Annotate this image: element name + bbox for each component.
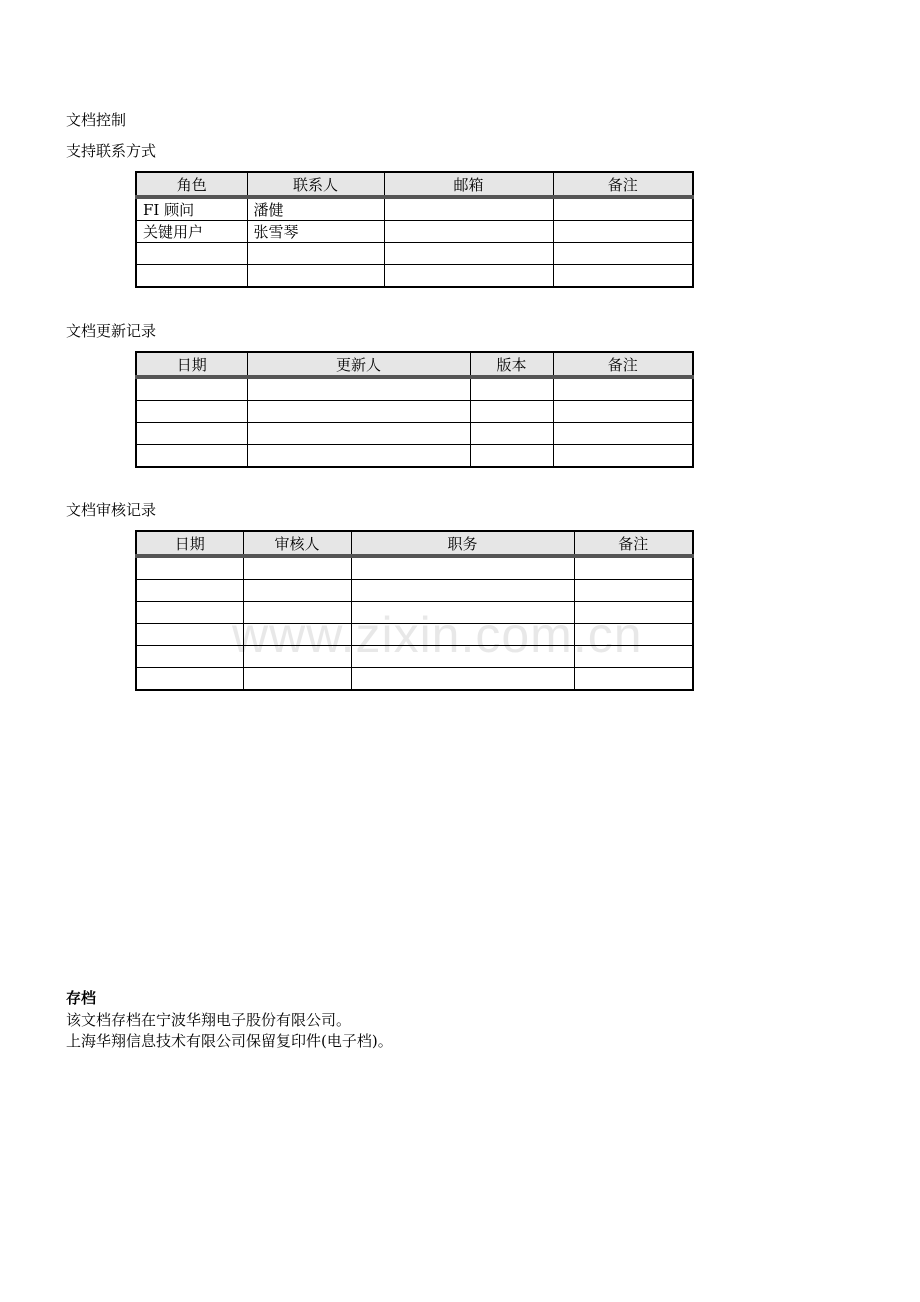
table-cell bbox=[574, 556, 693, 580]
table-cell bbox=[136, 243, 247, 265]
table-cell bbox=[553, 221, 693, 243]
table-cell bbox=[384, 221, 553, 243]
table-cell bbox=[470, 401, 553, 423]
col-header-position: 职务 bbox=[351, 531, 574, 556]
table-row bbox=[136, 423, 693, 445]
page-title: 文档控制 bbox=[66, 111, 127, 129]
table-cell bbox=[553, 445, 693, 468]
table-cell bbox=[243, 580, 351, 602]
table-cell bbox=[243, 668, 351, 691]
col-header-date: 日期 bbox=[136, 531, 243, 556]
updates-table bbox=[135, 351, 694, 468]
updates-heading: 文档更新记录 bbox=[66, 322, 157, 340]
table-cell bbox=[136, 423, 247, 445]
contacts-heading: 支持联系方式 bbox=[66, 142, 157, 160]
col-header-email: 邮箱 bbox=[384, 172, 553, 197]
table-cell bbox=[247, 423, 470, 445]
table-cell bbox=[351, 580, 574, 602]
col-header-date: 日期 bbox=[136, 352, 247, 377]
table-cell bbox=[243, 602, 351, 624]
table-row bbox=[136, 243, 693, 265]
table-row bbox=[136, 377, 693, 401]
table-cell bbox=[247, 243, 384, 265]
table-cell bbox=[243, 646, 351, 668]
table-row bbox=[136, 668, 693, 691]
table-cell bbox=[136, 445, 247, 468]
table-cell bbox=[553, 197, 693, 221]
table-cell bbox=[247, 265, 384, 288]
table-cell bbox=[247, 401, 470, 423]
table-cell bbox=[351, 602, 574, 624]
col-header-updater: 更新人 bbox=[247, 352, 470, 377]
contacts-table bbox=[135, 171, 694, 288]
table-row bbox=[136, 624, 693, 646]
col-header-version: 版本 bbox=[470, 352, 553, 377]
table-row bbox=[136, 556, 693, 580]
col-header-note: 备注 bbox=[574, 531, 693, 556]
table-header-row bbox=[136, 531, 693, 556]
table-row bbox=[136, 221, 693, 243]
col-header-contact: 联系人 bbox=[247, 172, 384, 197]
col-header-reviewer: 审核人 bbox=[243, 531, 351, 556]
table-cell bbox=[351, 624, 574, 646]
table-cell bbox=[384, 243, 553, 265]
table-cell bbox=[574, 646, 693, 668]
table-cell bbox=[351, 556, 574, 580]
archive-title: 存档 bbox=[66, 989, 97, 1007]
table-cell bbox=[574, 602, 693, 624]
table-cell bbox=[136, 624, 243, 646]
table-cell: 张雪琴 bbox=[247, 221, 384, 243]
table-cell: 关键用户 bbox=[136, 221, 247, 243]
table-row bbox=[136, 646, 693, 668]
col-header-note: 备注 bbox=[553, 352, 693, 377]
watermark: www.zixin.com.cn bbox=[232, 607, 643, 663]
table-cell bbox=[574, 580, 693, 602]
table-cell bbox=[243, 624, 351, 646]
table-cell bbox=[136, 668, 243, 691]
table-cell: 潘健 bbox=[247, 197, 384, 221]
table-cell bbox=[574, 668, 693, 691]
table-row bbox=[136, 401, 693, 423]
archive-line-1: 该文档存档在宁波华翔电子股份有限公司。 bbox=[66, 1011, 352, 1029]
table-cell bbox=[351, 668, 574, 691]
table-cell bbox=[136, 602, 243, 624]
table-cell bbox=[553, 423, 693, 445]
table-cell bbox=[136, 580, 243, 602]
table-cell bbox=[243, 556, 351, 580]
table-cell bbox=[553, 265, 693, 288]
archive-line-2: 上海华翔信息技术有限公司保留复印件(电子档)。 bbox=[66, 1032, 393, 1050]
table-cell: FI 顾问 bbox=[136, 197, 247, 221]
table-row bbox=[136, 197, 693, 221]
table-cell bbox=[247, 445, 470, 468]
col-header-role: 角色 bbox=[136, 172, 247, 197]
reviews-table bbox=[135, 530, 694, 691]
table-header-row bbox=[136, 352, 693, 377]
table-cell bbox=[470, 377, 553, 401]
table-cell bbox=[136, 265, 247, 288]
table-cell bbox=[384, 197, 553, 221]
table-cell bbox=[553, 377, 693, 401]
table-cell bbox=[470, 423, 553, 445]
table-cell bbox=[247, 377, 470, 401]
table-cell bbox=[136, 646, 243, 668]
col-header-note: 备注 bbox=[553, 172, 693, 197]
reviews-heading: 文档审核记录 bbox=[66, 501, 157, 519]
table-row bbox=[136, 265, 693, 288]
table-cell bbox=[470, 445, 553, 468]
table-cell bbox=[553, 243, 693, 265]
table-cell bbox=[351, 646, 574, 668]
table-cell bbox=[574, 624, 693, 646]
table-cell bbox=[553, 401, 693, 423]
table-cell bbox=[384, 265, 553, 288]
table-cell bbox=[136, 377, 247, 401]
table-header-row bbox=[136, 172, 693, 197]
table-cell bbox=[136, 556, 243, 580]
table-row bbox=[136, 602, 693, 624]
table-row bbox=[136, 580, 693, 602]
table-row bbox=[136, 445, 693, 468]
table-cell bbox=[136, 401, 247, 423]
